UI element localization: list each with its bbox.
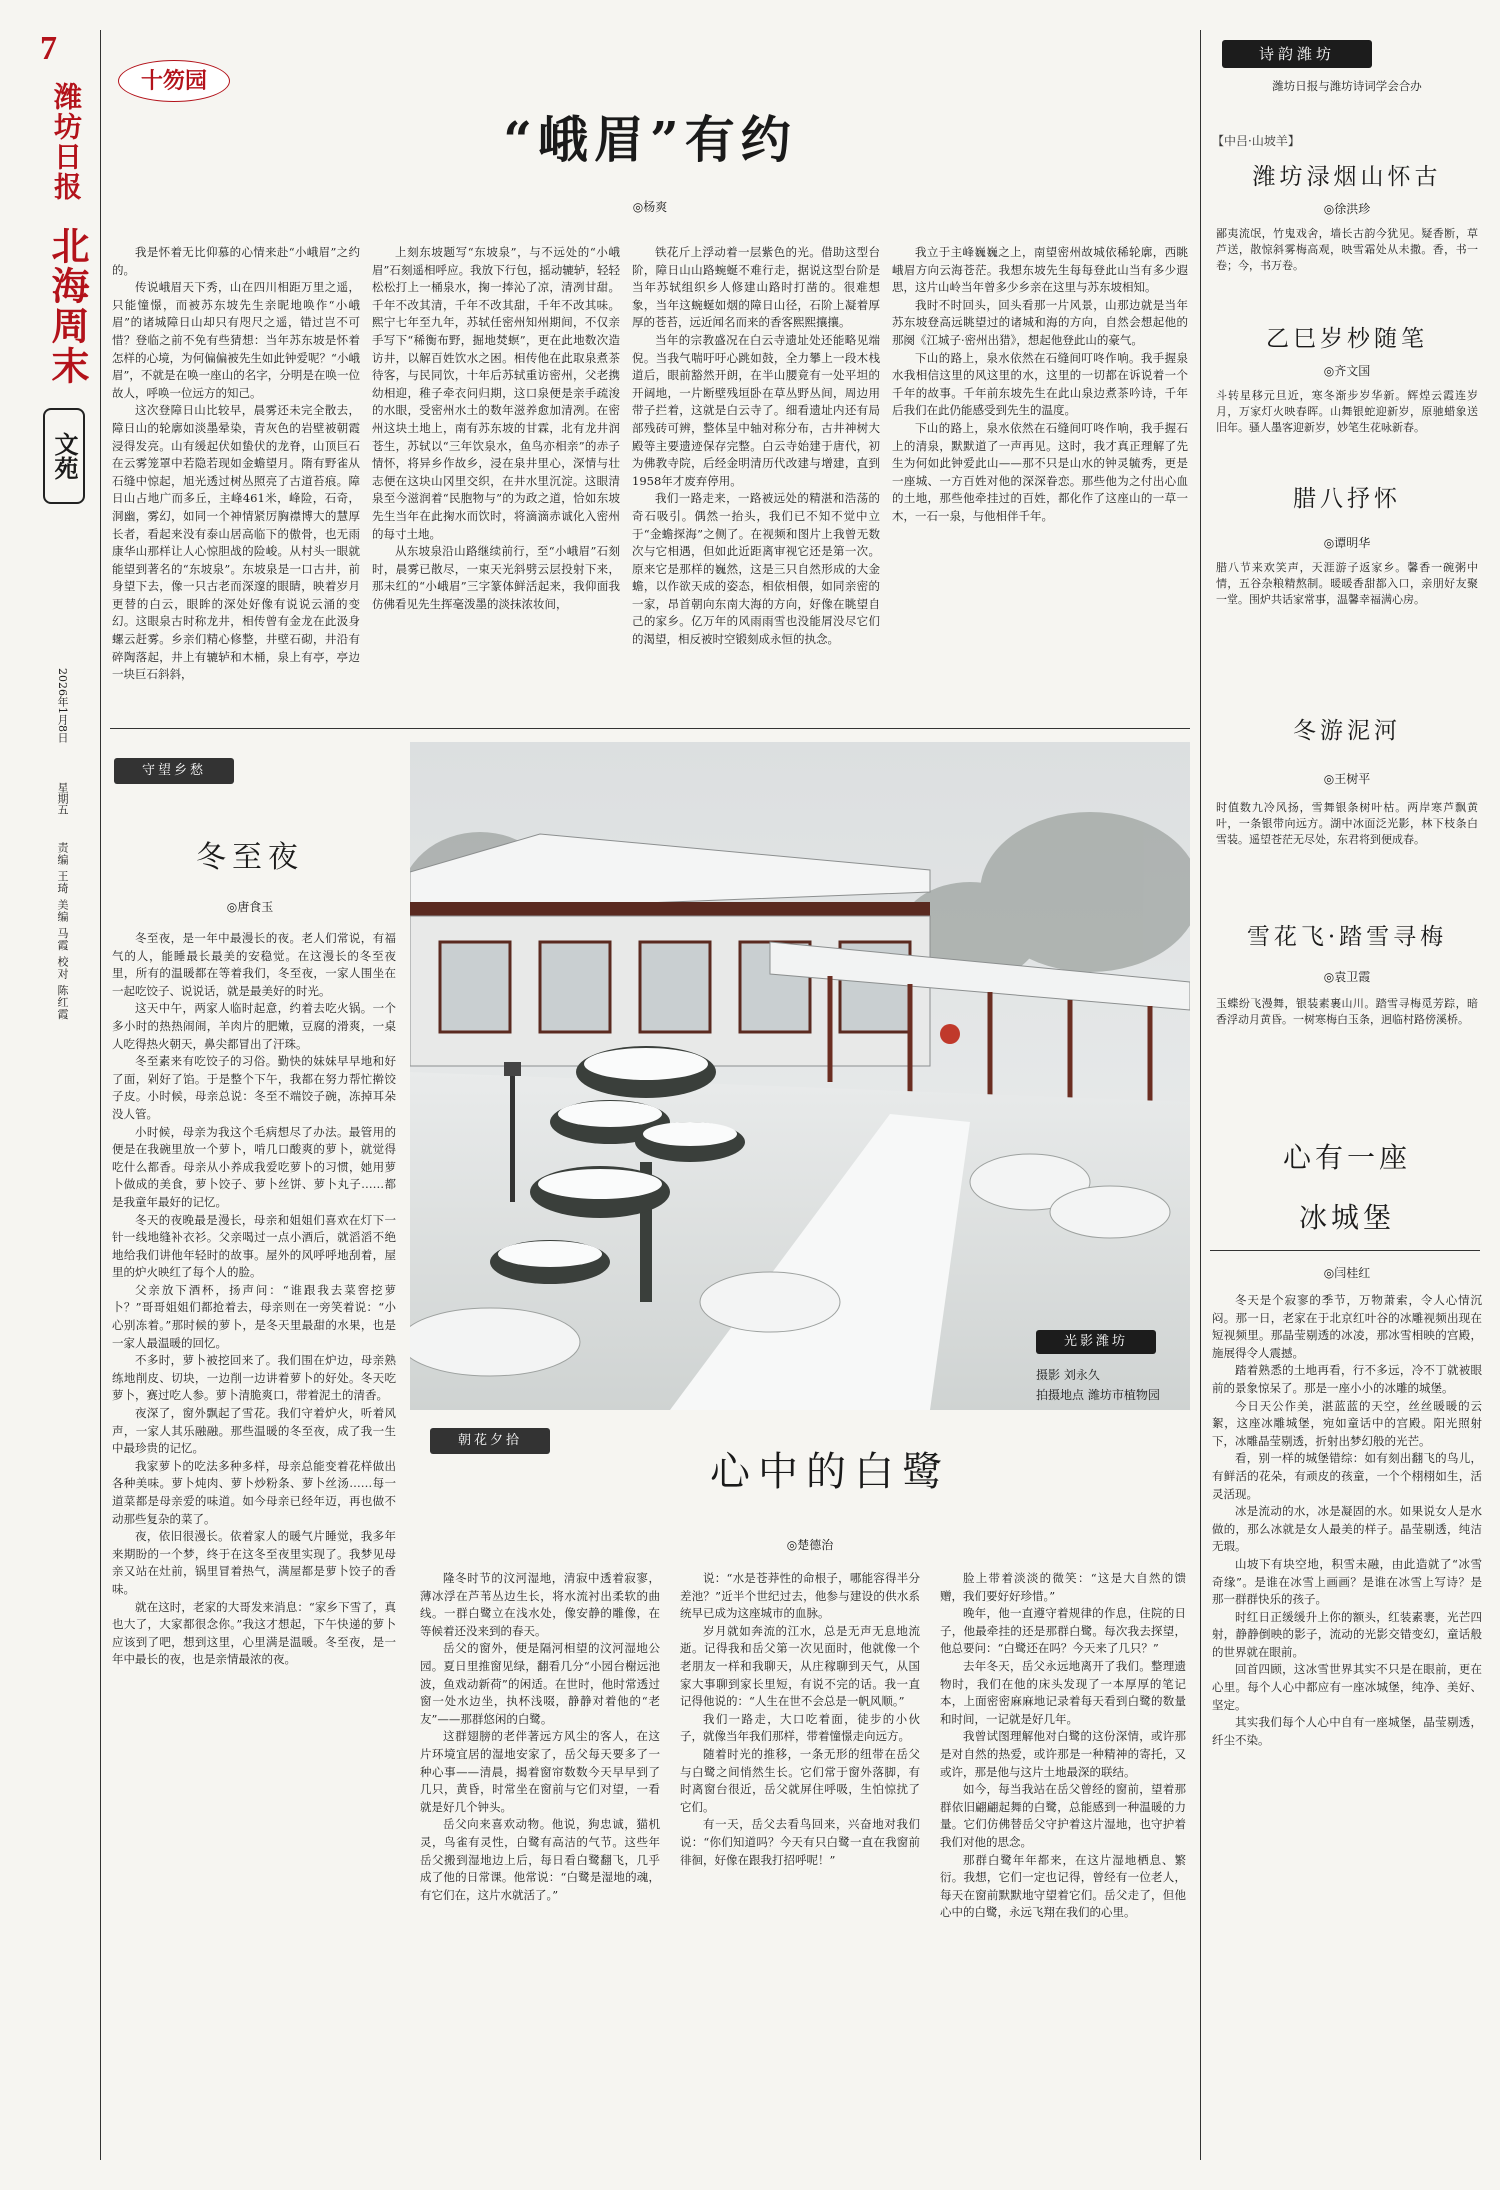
paragraph: 我们一路走来，一路被远处的精湛和浩荡的奇石吸引。偶然一抬头，我们已不知不觉中立于“金蟾探海”之侧了。在视频和图片上我曾无数次与它相遇，但如此近距离审视它还是第一次。原来它是那样的巍然，这是三只自然形成的大金蟾，以作欲天成的姿态，相依相偎，如同亲密的一家，昂首朝向东南大海的方向，好像在眺望自己的家乡。亿万年的风雨雨雪也没能屑没尽它们的渴望，相反被时空锻刻成永恒的执念。 bbox=[632, 491, 880, 647]
paragraph: 岳父的窗外，便是隔河相望的汶河湿地公园。夏日里推窗见绿，翻看几分“小园台榭远池波，鱼戏动新荷”的闲适。在世时，他时常透过窗一处水边坐，执杯浅啜，静静对着他的“老友”——那群悠闲的白鹭。 bbox=[420, 1641, 660, 1726]
poem-body: 时值数九冷风扬，雪舞银条树叶枯。两岸寒芦飘黄叶，一条银带向远方。湖中冰面泛光影，林下枝条白雪装。遥望苍茫无尽处，东君将到便成春。 bbox=[1216, 801, 1478, 846]
paragraph: 那群白鹭年年都来，在这片湿地栖息、繁衍。我想，它们一定也记得，曾经有一位老人，每天在窗前默默地守望着它们。岳父走了，但他心中的白鹭，永远飞翔在我们的心里。 bbox=[940, 1852, 1186, 1920]
poem-panel-subtitle: 潍坊日报与潍坊诗词学会合办 bbox=[1272, 79, 1422, 93]
paragraph: 就在这时，老家的大哥发来消息：“家乡下雪了，真也大了，大家都很念你。”我这才想起，下午快递的萝卜应该到了吧，想到这里，心里满是温暖。冬至夜，是一年中最长的夜，也是亲情最浓的夜。 bbox=[112, 1599, 396, 1667]
poem-tag: 【中吕·山坡羊】 bbox=[1212, 134, 1300, 148]
paragraph: 看，别一样的城堡错综：如有刻出翻飞的鸟儿，有鲜活的花朵，有顽皮的孩童，一个个栩栩如生，活灵活现。 bbox=[1212, 1451, 1482, 1501]
article-author: ◎闫桂红 bbox=[1323, 1266, 1371, 1280]
paragraph: 山坡下有块空地，积雪未融，由此造就了“冰雪奇缘”。是谁在冰雪上画画？是谁在冰雪上写诗？是那一群群快乐的孩子。 bbox=[1212, 1556, 1482, 1607]
paragraph: 小时候，母亲为我这个毛病想尽了办法。最管用的便是在我碗里放一个萝卜，啃几口酸爽的萝卜，就觉得吃什么都香。母亲从小养成我爱吃萝卜的习惯，她用萝卜做成的美食，萝卜饺子、萝卜丝饼、萝卜丸子……都是我童年最好的记忆。 bbox=[112, 1124, 396, 1209]
feature-author: ◎杨爽 bbox=[632, 200, 668, 214]
article-title: 心中的白鹭 bbox=[710, 1449, 950, 1495]
paragraph: 晚年，他一直遵守着规律的作息，住院的日子，他最牵挂的还是那群白鹭。每次我去探望，他总要问：“白鹭还在吗？今天来了几只？” bbox=[940, 1606, 1186, 1656]
paragraph: 铁花斤上浮动着一层紫色的光。借助这型台阶，障日山山路蜿蜒不难行走，据说这型台阶是当年苏轼组织乡人修建山路时打凿的。很难想象，当年这蜿蜒如烟的障日山径，石阶上凝着厚厚的苍苔，远近闻名而来的香客熙熙攘攘。 bbox=[632, 245, 880, 330]
poem-panel-banner: 诗韵潍坊 bbox=[1222, 40, 1372, 68]
ice-castle-body bbox=[1212, 1292, 1482, 2152]
paragraph: 我时不时回头，回头看那一片风景，山那边就是当年苏东坡登高远眺望过的诸城和海的方向，自然会想起他的那阕《江城子·密州出猎》，想起他登此山的豪气。 bbox=[892, 297, 1188, 347]
paragraph: 上刻东坡题写“东坡泉”，与不远处的“小峨眉”石刻遥相呼应。我放下行包，摇动辘轳，轻轻松松打上一桶泉水，掬一捧沁了凉，清冽甘甜。千年不改其清，千年不改其甜，千年不改其味。熙宁七年至九年，苏轼任密州知州期间，不仅亲手写下“稀衡布野，掘地焚螟”，更在此地数次造访井，以解百姓饮水之困。相传他在此取泉煮茶待客，与民同饮，十年后苏轼重访密州，父老携幼相迎，稚子牵衣问归期，这口泉便是亲手疏浚的水眼，受密州水土的数年滋养愈加清冽。在密州这块土地上，南有苏东坡的甘霖，北有龙井润苍生，苏轼以“三年饮泉水，鱼鸟亦相亲”的赤子情怀，将异乡作故乡，浸在泉井里心，深情与壮志便在这块山冈里交织，在井水里沉淀。这眼清泉至今滋润着“民胞物与”的为政之道，恰如东坡先生当年在此掬水而饮时，将滴滴赤诚化入密州的每寸土地。 bbox=[372, 245, 620, 541]
issue-weekday: 星期五 bbox=[56, 782, 69, 815]
egret-column-3 bbox=[940, 1570, 1186, 2152]
paragraph: 其实我们每个人心中自有一座城堡，晶莹剔透，纤尘不染。 bbox=[1212, 1715, 1482, 1747]
paragraph: 我家萝卜的吃法多种多样，母亲总能变着花样做出各种美味。萝卜炖肉、萝卜炒粉条、萝卜丝汤……每一道菜都是母亲爱的味道。如今母亲已经年迈，再也做不动那些复杂的菜了。 bbox=[112, 1458, 396, 1526]
photo-caption-photographer: 摄影 刘永久 bbox=[1036, 1368, 1100, 1382]
paragraph: 从东坡泉沿山路继续前行，至“小峨眉”石刻时，晨雾已散尽，一束天光斜劈云层投射下来，那未红的“小峨眉”三字篆体鲜活起来，我仰面我仿佛看见先生挥毫泼墨的淡抹浓妆间， bbox=[372, 544, 620, 611]
paragraph: 我是怀着无比仰慕的心情来赴“小峨眉”之约的。 bbox=[112, 245, 360, 277]
snow-garden-photo bbox=[410, 742, 1190, 1410]
paragraph: 下山的路上，泉水依然在石缝间叮咚作响。我手握泉水我相信这里的风这里的水，这里的一切都在诉说着一个千年的故事。千年前东坡先生在此山泉边煮茶吟诗，千年后我们在此仍能感受到先生的温度。 bbox=[892, 350, 1188, 418]
feature-title: “峨眉”有约 bbox=[503, 110, 797, 169]
poem-author: ◎王树平 bbox=[1323, 772, 1371, 786]
section-name: 文苑 bbox=[43, 408, 85, 504]
paragraph: 我曾试图理解他对白鹭的这份深情，或许那是对自然的热爱，或许那是一种精神的寄托，又或许，那是他与这片土地最深的联结。 bbox=[940, 1729, 1186, 1779]
paragraph: 今日天公作美，湛蓝蓝的天空，丝丝暖暖的云絮，这座冰雕城堡，宛如童话中的宫殿。阳光照射下，冰雕晶莹剔透，折射出梦幻般的光芒。 bbox=[1212, 1398, 1482, 1448]
paragraph: 冬至夜，是一年中最漫长的夜。老人们常说，有福气的人，能睡最长最美的安稳觉。在这漫长的冬至夜里，所有的温暖都在等着我们，冬至夜，一家人围坐在一起吃饺子、说说话，就是最美好的时光。 bbox=[112, 931, 396, 998]
paragraph: 如今，每当我站在岳父曾经的窗前，望着那群依旧翩翩起舞的白鹭，总能感到一种温暖的力量。它们仿佛替岳父守护着这片湿地，也守护着我们对他的思念。 bbox=[940, 1782, 1186, 1849]
poem-title: 雪花飞·踏雪寻梅 bbox=[1246, 924, 1448, 950]
article-title-line-1: 心有一座 bbox=[1282, 1141, 1411, 1174]
poem-body: 玉蝶纷飞漫舞，银装素裹山川。踏雪寻梅觅芳踪，暗香浮动月黄昏。一树寒梅白玉条，迥临村路傍溪桥。 bbox=[1216, 997, 1478, 1026]
paragraph: 冰是流动的水，冰是凝固的水。如果说女人是水做的，那么冰就是女人最美的样子。晶莹剔透，纯洁无瑕。 bbox=[1212, 1504, 1482, 1554]
paragraph: 冬天是个寂寥的季节，万物萧索，令人心情沉闷。那一日，老家在于北京红叶谷的冰雕视频出现在短视频里。那晶莹剔透的冰凌，那冰雪相映的宫殿，施展得令人震撼。 bbox=[1212, 1293, 1482, 1360]
paragraph: 有一天，岳父去看鸟回来，兴奋地对我们说：“你们知道吗？今天有只白鹭一直在我窗前徘徊，好像在跟我打招呼呢！” bbox=[680, 1817, 920, 1867]
winter-solstice-body bbox=[112, 930, 396, 2152]
right-column-divider bbox=[1200, 30, 1201, 2160]
egret-column-1 bbox=[420, 1570, 660, 2152]
section-banner-xiangchou: 守望乡愁 bbox=[114, 758, 234, 784]
paragraph: 岳父向来喜欢动物。他说，狗忠诚，猫机灵，鸟雀有灵性，白鹭有高洁的气节。这些年岳父搬到湿地边上后，每日看白鹭翻飞，几乎成了他的日常课。他常说：“白鹭是湿地的魂，有它们在，这片水就活了。” bbox=[420, 1817, 660, 1902]
photo-section-banner: 光影潍坊 bbox=[1036, 1330, 1156, 1354]
egret-column-2 bbox=[680, 1570, 920, 2152]
paragraph: 踏着熟悉的土地再看，行不多远，冷不丁就被眼前的景象惊呆了。那是一座小小的冰雕的城堡。 bbox=[1212, 1363, 1482, 1395]
paragraph: 这群翅膀的老伴著远方风尘的客人，在这片环境宜居的湿地安家了，岳父每天要多了一种心事——清晨，揭着窗帘数数今天早早到了几只，黄昏，时常坐在窗前与它们对望，一看就是好几个钟头。 bbox=[420, 1729, 660, 1814]
paragraph: 回首四顾，这冰雪世界其实不只是在眼前，更在心里。每个人心中都应有一座冰城堡，纯净、美好、坚定。 bbox=[1212, 1662, 1482, 1712]
poem-body: 腊八节来欢笑声，天涯游子返家乡。馨香一碗粥中情，五谷杂粮精熬制。暖暖香甜都入口，亲朋好友聚一堂。围炉共话家常事，温馨幸福满心房。 bbox=[1216, 561, 1478, 606]
page-number: 7 bbox=[40, 30, 57, 67]
poem-title: 乙巳岁杪随笔 bbox=[1266, 326, 1428, 352]
poem-author: ◎袁卫霞 bbox=[1323, 970, 1371, 984]
section-badge-shifuyuan: 十笏园 bbox=[118, 60, 230, 102]
paragraph: 我立于主峰巍巍之上，南望密州故城依稀轮廓，西眺峨眉方向云海苍茫。我想东坡先生每每登此山当有多少遐思，这片山岭当年曾多少乡亲在这里与苏东坡相知。 bbox=[892, 245, 1188, 295]
paper-name: 潍坊日报 bbox=[50, 82, 83, 202]
top-feature-divider bbox=[110, 728, 1190, 729]
feature-column-1 bbox=[112, 244, 360, 714]
article-author: ◎唐食玉 bbox=[226, 900, 274, 914]
paragraph: 去年冬天，岳父永远地离开了我们。整理遗物时，我们在他的床头发现了一本厚厚的笔记本，上面密密麻麻地记录着每天看到白鹭的数量和时间，一记就是好几年。 bbox=[940, 1658, 1186, 1726]
poem-author: ◎齐文国 bbox=[1323, 364, 1371, 378]
paragraph: 当年的宗教盛况在白云寺遗址处还能略见端倪。当我气喘吁吁心跳如鼓，全力攀上一段木栈道后，眼前豁然开朗，在半山腰竟有一处平坦的开阔地，一片断壁残垣卧在草丛野丛间，周边用带子拦着，这就是白云寺了。细看遗址内还有局部残砖可辨，整体呈中轴对称分布，古井神树大殿等主要遗迹保存完整。白云寺始建于唐代，初为佛教寺院，后经金明清历代改建与增建，直到1958年才废弃停用。 bbox=[632, 332, 880, 488]
section-banner-zhaohua: 朝花夕拾 bbox=[430, 1428, 550, 1454]
article-author: ◎楚德治 bbox=[786, 1538, 834, 1552]
paragraph: 隆冬时节的汶河湿地，清寂中透着寂寥，薄冰浮在芦苇丛边生长，将水流衬出柔软的曲线。一群白鹭立在浅水处，像安静的雕像，在等候着还没来到的春天。 bbox=[420, 1571, 660, 1638]
paragraph: 这次登障日山比较早，晨雾还未完全散去，障日山的轮廓如淡墨晕染，青灰色的岩壁被朝霞浸得发亮。山有缓起伏如蛰伏的龙脊，山顶巨石在云雾笼罩中若隐若现如金蟾望月。隋有野雀从石缝中惊起，旭光透过树丛照亮了古道苔痕。障日山占地广而多丘，主峰461米，峰险，石奇，洞幽，雾幻，如同一个神情紧厉胸襟博大的慧厚长者，看起来没有泰山居高临下的傲骨，也无雨康华山那样让人心惊胆战的险峻。从村头一眼就能望到著名的“东坡泉”。东坡泉是一口古井，前身望下去，像一只古老而深邃的眼睛，映着岁月更替的白云，眼眸的深处好像有说说云涌的变幻。这眼泉古时称龙井，相传曾有金龙在此汲身螺云赶雾。乡亲们精心修整，井壁石砌，井沿有碎陶落起，井上有辘轳和木桶，泉上有亭，亭边一块巨石斜斜， bbox=[112, 403, 360, 682]
supplement-name: 北海周末 bbox=[45, 226, 90, 386]
paragraph: 冬至素来有吃饺子的习俗。勤快的妹妹早早地和好了面，剁好了馅。于是整个下午，我都在努力帮忙擀饺子皮。小时候，母亲总说：冬至不端饺子碗，冻掉耳朵没人管。 bbox=[112, 1054, 396, 1121]
feature-column-4 bbox=[892, 244, 1188, 714]
poem-body: 鄙夷流氓，竹鬼戏舍，墙长古韵今犹见。疑香断，草芦送，散惊斜雾梅高观，映雪霜处从未撒。香，书一卷；今，书万卷。 bbox=[1216, 227, 1478, 272]
article-title: 冬至夜 bbox=[196, 840, 304, 875]
paragraph: 这天中午，两家人临时起意，约着去吃火锅。一个多小时的热热闹闹，羊肉片的肥嫩，豆腐的滑爽，一桌人吃得热火朝天，鼻尖都冒出了汗珠。 bbox=[112, 1001, 396, 1051]
issue-date: 2026年1月8日 bbox=[56, 668, 69, 743]
red-lantern-icon bbox=[940, 1024, 960, 1044]
paragraph: 不多时，萝卜被挖回来了。我们围在炉边，母亲熟练地削皮、切块，一边削一边讲着萝卜的好处。冬天吃萝卜，赛过吃人参。萝卜清脆爽口，带着泥土的清香。 bbox=[112, 1353, 396, 1403]
poem-author: ◎徐洪珍 bbox=[1323, 202, 1371, 216]
photo-caption-location: 拍摄地点 潍坊市植物园 bbox=[1036, 1388, 1160, 1402]
paragraph: 随着时光的推移，一条无形的纽带在岳父与白鹭之间悄然生长。它们常于窗外落脚，有时离窗台很近，岳父就屏住呼吸，生怕惊扰了它们。 bbox=[680, 1746, 920, 1814]
masthead-divider bbox=[100, 30, 101, 2160]
editors-line: 责编 王琦 美编 马霞 校对 陈红霞 bbox=[56, 842, 69, 1021]
paragraph: 说：“水是苍莽性的命根子，哪能容得半分差池？”近半个世纪过去，他参与建设的供水系统早已成为这座城市的血脉。 bbox=[680, 1571, 920, 1621]
poem-panel-divider bbox=[1210, 1250, 1480, 1251]
feature-column-2 bbox=[372, 244, 620, 714]
paragraph: 夜深了，窗外飘起了雪花。我们守着炉火，听着风声，一家人其乐融融。那些温暖的冬至夜，成了我一生中最珍贵的记忆。 bbox=[112, 1406, 396, 1456]
paragraph: 冬天的夜晚最是漫长，母亲和姐姐们喜欢在灯下一针一线地缝补衣衫。父亲喝过一点小酒后，就滔滔不绝地给我们讲他年轻时的故事。屋外的风呼呼地刮着，屋里的炉火映红了每个人的脸。 bbox=[112, 1212, 396, 1280]
feature-column-3 bbox=[632, 244, 880, 714]
masthead bbox=[40, 30, 90, 1050]
paragraph: 时红日正缓缓升上你的额头，红装素裹，光芒四射，静静倒映的影子，流动的光影交错变幻，童话般的世界就在眼前。 bbox=[1212, 1609, 1482, 1659]
paragraph: 父亲放下酒杯，扬声问：“谁跟我去菜窖挖萝卜？”哥哥姐姐们都抢着去，母亲则在一旁笑着说：“小心别冻着。”那时候的萝卜，是冬天里最甜的水果，也是一家人最温暖的回忆。 bbox=[112, 1282, 396, 1350]
paragraph: 下山的路上，泉水依然在石缝间叮咚作响，我手握石上的清泉，默默道了一声再见。这时，我才真正理解了先生为何如此钟爱此山——那不只是山水的钟灵毓秀，更是一座城、一方百姓对他的深深眷恋。那些他为之付出心血的土地，那些他牵挂过的百姓，都化作了这座山的一草一木，一石一泉，与他相伴千年。 bbox=[892, 420, 1188, 523]
paragraph: 夜，依旧很漫长。依着家人的暖气片睡觉，我多年来期盼的一个梦，终于在这冬至夜里实现了。我梦见母亲又站在灶前，锅里冒着热气，满屋都是萝卜饺子的香味。 bbox=[112, 1529, 396, 1596]
poem-title: 腊八抒怀 bbox=[1293, 486, 1401, 512]
poem-title: 冬游泥河 bbox=[1293, 718, 1401, 744]
paragraph: 脸上带着淡淡的微笑：“这是大自然的馈赠，我们要好好珍惜。” bbox=[940, 1571, 1186, 1603]
poem-author: ◎谭明华 bbox=[1323, 536, 1371, 550]
paragraph: 传说峨眉天下秀，山在四川相距万里之遥，只能憧憬，而被苏东坡先生亲昵地唤作“小峨眉”的诸城障日山却只有咫尺之遥，错过岂不可惜？登临之前不免有些猜想：当年苏东坡是怀着怎样的心境，为何偏偏被先生如此钟爱呢？“小峨眉”，不就是在唤一座山的名字，分明是在唤一位故人，呼唤一位远方的知己。 bbox=[112, 280, 360, 400]
poem-title: 潍坊渌烟山怀古 bbox=[1252, 164, 1442, 190]
poem-body: 斗转星移元旦近，寒冬渐步岁华新。辉煌云霞连岁月，万家灯火映春晖。山舞银蛇迎新岁，原驰蜡象送旧年。骚人墨客迎新岁，妙笔生花咏新春。 bbox=[1216, 389, 1478, 434]
paragraph: 我们一路走，大口吃着面，徒步的小伙子，就像当年我们那样，带着憧憬走向远方。 bbox=[680, 1711, 920, 1744]
paragraph: 岁月就如奔流的江水，总是无声无息地流逝。记得我和岳父第一次见面时，他就像一个老朋友一样和我聊天，从庄稼聊到天气，从国家大事聊到家长里短，有说不完的话。我一直记得他说的：“人生在世不会总是一帆风顺。” bbox=[680, 1623, 920, 1709]
article-title-line-2: 冰城堡 bbox=[1298, 1201, 1395, 1234]
